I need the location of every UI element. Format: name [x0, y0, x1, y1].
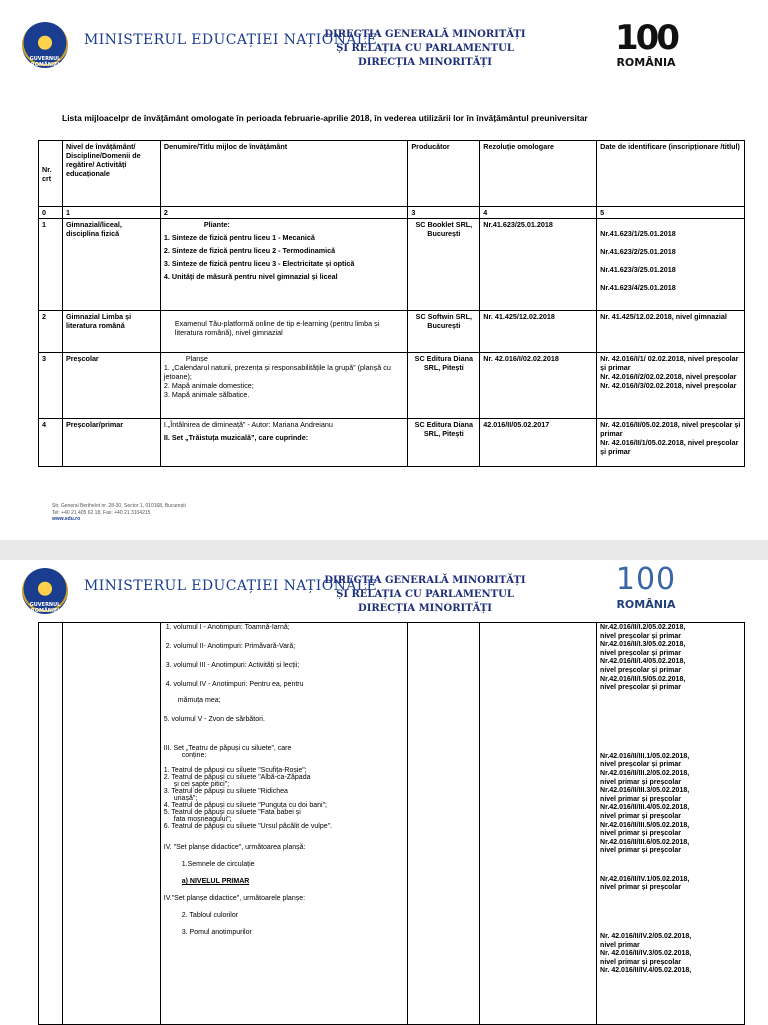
- title-line: 3. Teatrul de păpuși cu siluete "Ridichea: [163, 788, 288, 795]
- title-line: 1. Teatrul de păpuși cu siluete "Scufița-Roșie";: [163, 767, 307, 774]
- direction-line: DIRECȚIA GENERALĂ MINORITĂȚI: [324, 575, 526, 586]
- title-line: 1. „Calendarul naturii, prezența și responsabilitățile la grupă” (planșă cu jetoane);: [163, 363, 391, 381]
- title-line: Pliante:: [203, 220, 230, 229]
- row-number: [39, 623, 63, 1025]
- footer-address: Str. General Berthelot nr. 28-30, Sector 1, 010168, București: [52, 503, 186, 509]
- coat-of-arms-icon: [22, 568, 68, 614]
- table-row: [39, 311, 745, 353]
- id-line: nivel primar și preșcolar: [600, 847, 681, 855]
- row-identification: [597, 419, 745, 467]
- title-line: 1. Sinteze de fizică pentru liceu 1 - Mecanică: [163, 233, 315, 242]
- id-line: Nr.41.623/3/25.01.2018: [600, 265, 676, 274]
- row-producer: SC Softwin SRL, București: [408, 311, 480, 353]
- title-line: 1. volumul I - Anotimpuri: Toamnă-Iarnă;: [165, 624, 290, 631]
- row-level: Gimnazial Limba și literatura română: [62, 311, 160, 353]
- direction-line: DIRECȚIA MINORITĂȚI: [358, 603, 492, 614]
- table-row: [39, 419, 745, 467]
- id-line: nivel primar: [600, 941, 640, 949]
- row-resolution: [480, 623, 597, 1025]
- id-line: nivel primar și preșcolar: [600, 830, 681, 838]
- row-level: [62, 623, 160, 1025]
- id-line: Nr.42.016/II/IV.1/05.02.2018,: [600, 875, 690, 883]
- row-resolution: Nr.41.623/25.01.2018: [480, 219, 597, 311]
- direction-title: [300, 574, 550, 616]
- direction-title: [300, 28, 550, 70]
- id-line: nivel primar și preșcolar: [600, 778, 681, 786]
- row-producer: [408, 623, 480, 1025]
- id-line: nivel primar și preșcolar: [600, 958, 681, 966]
- title-line: și cei șapte pitici";: [173, 781, 230, 788]
- materials-table-continued: [38, 622, 745, 1025]
- centenary-number: 100: [615, 18, 677, 58]
- id-line: nivel preșcolar și primar: [600, 761, 681, 769]
- row-producer: SC Editura Diana SRL, Pitești: [408, 419, 480, 467]
- title-line: 2. Sinteze de fizică pentru liceu 2 - Termodinamică: [163, 246, 336, 255]
- row-producer: SC Booklet SRL, București: [408, 219, 480, 311]
- column-header: Date de identificare (inscripționare /titlul): [597, 141, 745, 207]
- page-separator: [0, 540, 768, 560]
- title-line: 2. Teatrul de păpuși cu siluete "Albă-ca-Zăpada: [163, 774, 311, 781]
- direction-line: ȘI RELAȚIA CU PARLAMENTUL: [336, 589, 514, 600]
- page-footer: [52, 503, 186, 523]
- id-line: Nr. 42.016/I/3/02.02.2018, nivel preșcolar: [600, 381, 737, 390]
- id-line: nivel primar și preșcolar: [600, 795, 681, 803]
- index-cell: 1: [62, 207, 160, 219]
- centenary-name: ROMÂNIA: [616, 598, 676, 611]
- row-resolution: 42.016/II/05.02.2017: [480, 419, 597, 467]
- title-line: III. Set „Teatru de păpuși cu siluete”, care: [163, 745, 292, 752]
- row-title: [160, 623, 408, 1025]
- centenary-logo: [600, 18, 692, 70]
- footer-url[interactable]: www.edu.ro: [52, 516, 81, 522]
- index-cell: 2: [160, 207, 407, 219]
- id-line: Nr. 42.016/II/05.02.2018, nivel preșcolar și primar: [600, 420, 741, 438]
- title-line: uriașă";: [173, 795, 198, 802]
- id-line: Nr.42.016/II/III.1/05.02.2018,: [600, 752, 690, 760]
- id-line: Nr.42.016/II/III.5/05.02.2018,: [600, 821, 690, 829]
- centenary-name: ROMÂNIA: [616, 56, 676, 69]
- row-level: Preșcolar: [62, 353, 160, 419]
- id-line: Nr. 42.016/I/2/02.02.2018, nivel preșcolar: [600, 372, 737, 381]
- id-line: Nr.42.016/II/I.5/05.02.2018,: [600, 675, 686, 683]
- id-line: nivel preșcolar și primar: [600, 632, 681, 640]
- row-level: Preșcolar/primar: [62, 419, 160, 467]
- id-line: Nr.42.016/II/I.4/05.02.2018,: [600, 658, 686, 666]
- table-row: [39, 353, 745, 419]
- id-line: Nr.42.016/II/I.2/05.02.2018,: [600, 624, 686, 631]
- id-line: nivel preșcolar și primar: [600, 649, 681, 657]
- title-line: II. Set „Trăistuța muzicală”, care cuprinde:: [163, 433, 309, 442]
- id-line: Nr. 42.016/II/1/05.02.2018, nivel preșcolar și primar: [600, 438, 739, 456]
- id-line: Nr.41.623/4/25.01.2018: [600, 283, 676, 292]
- title-line: conține:: [181, 752, 207, 759]
- id-line: nivel preșcolar și primar: [600, 684, 681, 692]
- title-line: a) NIVELUL PRIMAR: [181, 878, 250, 885]
- id-line: Nr. 42.016/II/IV.2/05.02.2018,: [600, 933, 692, 941]
- crest-text: GUVERNUL ROMÂNIEI: [29, 56, 61, 68]
- column-header: Nivel de învățământ/ Discipline/Domenii de regătire/ Activități educaționale: [62, 141, 160, 207]
- id-line: nivel primar și preșcolar: [600, 812, 681, 820]
- column-header: Denumire/Titlu mijloc de învățământ: [160, 141, 407, 207]
- title-line: Planșe: [185, 354, 208, 363]
- title-line: 2. Mapă animale domestice;: [163, 381, 254, 390]
- id-line: Nr.41.623/1/25.01.2018: [600, 229, 676, 238]
- centenary-number: 100: [615, 562, 677, 597]
- title-line: IV."Set planșe didactice", următoarele planșe:: [163, 895, 306, 902]
- title-line: I.„Întâlnirea de dimineață” - Autor: Mariana Andreianu: [163, 420, 333, 429]
- title-line: 4. Unități de măsură pentru nivel gimnazial și liceal: [163, 272, 338, 281]
- id-line: Nr. 42.016/II/IV.3/05.02.2018,: [600, 950, 692, 958]
- row-producer: SC Editura Diana SRL, Pitești: [408, 353, 480, 419]
- title-line: 1.Semnele de circulație: [181, 861, 255, 868]
- row-resolution: Nr. 42.016/I/02.02.2018: [480, 353, 597, 419]
- centenary-logo: [600, 560, 692, 612]
- id-line: Nr.42.016/II/III.3/05.02.2018,: [600, 787, 690, 795]
- title-line: 3. volumul III - Anotimpuri: Activități și lecții;: [165, 662, 300, 669]
- title-line: 3. Pomul anotimpurilor: [181, 929, 252, 936]
- id-line: nivel preșcolar și primar: [600, 666, 681, 674]
- title-line: fata moșneagului";: [173, 816, 232, 823]
- row-resolution: Nr. 41.425/12.02.2018: [480, 311, 597, 353]
- document-title: Lista mijloacelpr de învățământ omologate în perioada februarie-aprilie 2018, în vederea utilizării lor în învățământul preuniversitar: [62, 113, 588, 123]
- id-line: Nr.42.016/II/III.2/05.02.2018,: [600, 769, 690, 777]
- title-line: Examenul Tău-platformă online de tip e-learning (pentru limba și literatura română), nivel gimnazial: [174, 319, 380, 337]
- index-cell: 4: [480, 207, 597, 219]
- id-line: Nr.42.016/II/III.4/05.02.2018,: [600, 804, 690, 812]
- crest-text: GUVERNUL ROMÂNIEI: [29, 602, 61, 614]
- row-identification: [597, 353, 745, 419]
- title-line: 3. Sinteze de fizică pentru liceu 3 - Electricitate și optică: [163, 259, 355, 268]
- column-header: Producător: [408, 141, 480, 207]
- row-number: 1: [39, 219, 63, 311]
- table-header-row: [39, 141, 745, 207]
- id-line: Nr. 42.016/I/1/ 02.02.2018, nivel preșcolar și primar: [600, 354, 739, 372]
- id-line: Nr.42.016/II/I.3/05.02.2018,: [600, 641, 686, 649]
- ministry-name: MINISTERUL EDUCAȚIEI NAȚIONALE: [84, 578, 378, 594]
- title-line: 4. Teatrul de păpuși cu siluete "Punguța cu doi bani";: [163, 802, 327, 809]
- materials-table: [38, 140, 745, 467]
- row-identification: Nr. 41.425/12.02.2018, nivel gimnazial: [597, 311, 745, 353]
- id-line: Nr.42.016/II/III.6/05.02.2018,: [600, 838, 690, 846]
- direction-line: DIRECȚIA GENERALĂ MINORITĂȚI: [324, 29, 526, 40]
- row-title: [160, 353, 407, 419]
- id-line: Nr.41.623/2/25.01.2018: [600, 247, 676, 256]
- index-cell: 5: [597, 207, 745, 219]
- index-cell: 0: [39, 207, 63, 219]
- footer-phone: Tel: +40 21 405 62 18, Fax: +40 21 3104215: [52, 509, 151, 516]
- column-header: Nr. crt: [39, 141, 63, 207]
- title-line: 4. volumul IV - Anotimpuri: Pentru ea, pentru: [165, 681, 304, 688]
- row-identification: [597, 219, 745, 311]
- ministry-name: MINISTERUL EDUCAȚIEI NAȚIONALE: [84, 32, 378, 48]
- index-cell: 3: [408, 207, 480, 219]
- title-line: IV. "Set planșe didactice", următoarea planșă:: [163, 844, 306, 851]
- direction-line: ȘI RELAȚIA CU PARLAMENTUL: [336, 43, 514, 54]
- title-line: 3. Mapă animale sălbatice.: [163, 390, 250, 399]
- table-row: [39, 623, 745, 1025]
- column-header: Rezoluție omologare: [480, 141, 597, 207]
- page-header: [0, 0, 768, 80]
- id-line: nivel primar și preșcolar: [600, 884, 681, 892]
- row-title: [160, 219, 407, 311]
- row-title: [160, 419, 407, 467]
- row-number: 4: [39, 419, 63, 467]
- direction-line: DIRECȚIA MINORITĂȚI: [358, 57, 492, 68]
- title-line: 6. Teatrul de păpuși cu siluete "Ursul păcălit de vulpe".: [163, 823, 333, 830]
- table-index-row: [39, 207, 745, 219]
- title-line: 2. Tabloul culorilor: [181, 912, 239, 919]
- row-title: [160, 311, 407, 353]
- row-level: Gimnazial/liceal, disciplina fizică: [62, 219, 160, 311]
- title-line: mămuța mea;: [177, 697, 221, 704]
- row-number: 3: [39, 353, 63, 419]
- title-line: 5. Teatrul de păpuși cu siluete "Fata babei și: [163, 809, 301, 816]
- title-line: 5. volumul V - Zvon de sărbători.: [163, 716, 265, 723]
- row-identification: [597, 623, 745, 1025]
- title-line: 2. volumul II- Anotimpuri: Primăvară-Vară;: [165, 643, 296, 650]
- id-line: Nr. 42.016/II/IV.4/05.02.2018,: [600, 967, 692, 975]
- table-row: [39, 219, 745, 311]
- row-number: 2: [39, 311, 63, 353]
- coat-of-arms-icon: [22, 22, 68, 68]
